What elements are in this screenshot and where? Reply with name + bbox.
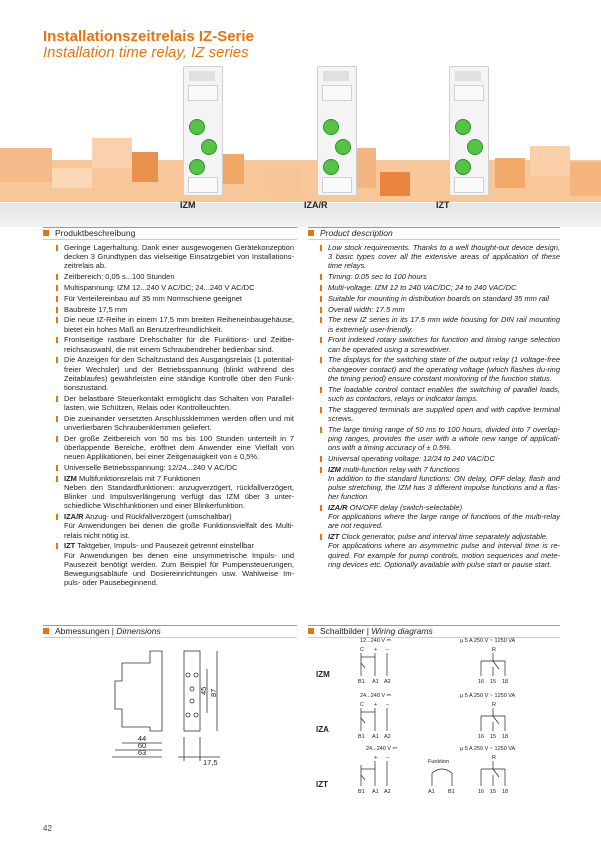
voltage-label: 12...240 V ⎓ [360,638,391,644]
svg-text:16: 16 [478,679,485,685]
svg-text:15: 15 [490,789,497,795]
voltage-label: 24...240 V ⎓ [366,746,397,752]
svg-text:C: C [360,647,364,653]
wiring-label-izt: IZT [316,780,328,789]
list-item: Overall width: 17.5 mm [320,305,560,314]
product-name-izm: IZM [180,200,196,210]
list-item: IZT Clock generator, pulse and interval time separately adjustable. For applications where an asymmetric pulse and interval time is re-quired. For example for pump controls, motion sequences and mete-ring devices etc. Optionally available with pulse start or pause start. [320,532,560,569]
wiring-diagrams [310,637,560,807]
svg-text:A1: A1 [372,734,379,740]
svg-text:+: + [374,702,378,708]
svg-text:B1: B1 [358,789,365,795]
list-item: Der große Zeitbereich von 50 ms bis 100 Stunden unterteilt in 7 überlappende Bereiche, eröffnet dem Anwender eine Vielfalt von neuen Applikationen, bei einer Zeitgenauigkeit von ± 0,5%. [56,434,294,462]
svg-text:A1: A1 [428,789,435,795]
section-header-de: Produktbeschreibung [43,227,297,240]
list-item: The displays for the switching state of the output relay (1 voltage-free changeover contact) and the operating voltage (which flashes du-ring the timing period) ensure constant monitoring of the function status. [320,355,560,383]
product-image-izm [183,66,223,196]
list-item: Die Anzeigen für den Schaltzustand des Ausgangsrelais (1 potential-freier Wechsler) und der Betriebsspannung (blinkt während des Zeitablaufes) gewährleisten eine ständige Kontrolle über den Funk-tionszustand. [56,355,294,392]
list-item: Universelle Betriebsspannung: 12/24...240 V AC/DC [56,463,294,472]
svg-text:A2: A2 [384,679,391,685]
svg-text:B1: B1 [448,789,455,795]
svg-text:–: – [386,647,390,653]
description-list-de [56,243,294,589]
orange-square-icon [43,628,49,634]
svg-text:18: 18 [502,734,509,740]
wiring-label-izm: IZM [316,670,330,679]
list-item: IZA/R ON/OFF delay (switch-selectable) For applications where the large range of functions of the multi-relay are not required. [320,503,560,531]
dim-63: 63 [137,748,147,757]
svg-text:+: + [374,755,378,761]
contact-rating: µ 5 A 250 V ~ 1250 VA [460,693,516,699]
list-item: Timing: 0.05 sec to 100 hours [320,272,560,281]
list-item: Zeitbereich: 0,05 s...100 Stunden [56,272,294,281]
dim-60: 60 [137,741,147,750]
svg-text:16: 16 [478,734,485,740]
funktion-label: Funktion [428,759,450,765]
list-item: Die zueinander versetzten Anschlussklemmen werden offen und mit unverlierbaren Schraubenklemmen geliefert. [56,414,294,432]
product-image-izt [449,66,489,196]
svg-text:R: R [492,647,496,653]
list-item: Front indexed rotary switches for function and timing range selection can be operated using a screwdriver. [320,335,560,353]
list-item: Die neue IZ-Reihe in einem 17,5 mm breiten Reiheneinbaugehäuse, bietet ein hohes Maß an Benutzerfreundlichkeit. [56,315,294,333]
svg-text:A2: A2 [384,789,391,795]
wiring-label-iza: IZA [316,725,329,734]
dim-17-5: 17,5 [203,758,218,767]
dim-44: 44 [137,734,147,743]
list-item: IZM Multifunktionsrelais mit 7 Funktionen Neben den Standardfunktionen: anzugverzögert, rückfallverzögert, Blinker und Impulsverlängerung verfügt das IZM über 3 unter-schiedliche Wischfunktionen und einer Blinkerfunktion. [56,474,294,511]
page-subtitle: Installation time relay, IZ series [43,44,249,61]
contact-rating: µ 5 A 250 V ~ 1250 VA [460,638,516,644]
svg-text:A1: A1 [372,679,379,685]
svg-text:B1: B1 [358,734,365,740]
product-image-iza [317,66,357,196]
dimension-drawing [60,645,240,775]
contact-rating: µ 5 A 250 V ~ 1250 VA [460,746,516,752]
orange-square-icon [308,230,314,236]
list-item: IZM multi-function relay with 7 functions In addition to the standard functions: ON delay, OFF delay, flash and pulse stretching, the IZM has 3 different impulse functions and a flas-her function. [320,465,560,502]
list-item: Für Verteilereinbau auf 35 mm Normschiene geeignet [56,294,294,303]
wiring-header: Schaltbilder | Wiring diagrams [308,625,560,638]
list-item: Der belastbare Steuerkontakt ermöglicht das Schalten von Parallel-lasten, wie Schützen, Relais oder Kontrolleuchten. [56,394,294,412]
dimensions-header: Abmessungen | Dimensions [43,625,297,638]
hero-floor [0,203,601,227]
list-item: IZT Taktgeber, Impuls- und Pausezeit getrennt einstellbar Für Anwendungen bei denen eine unsymmetrische Impuls- und Pausezeit benötigt werden. Zum Beispiel für Pumpensteuerungen, Bewegungsabläufe und Dosiereinrichtungen usw. Wahlweise Im-puls- oder Pausebeginnend. [56,541,294,587]
list-item: Low stock requirements. Thanks to a well thought-out device design, 3 basic types cover all the extensive areas of application of these time relays. [320,243,560,271]
svg-text:+: + [374,647,378,653]
list-item: Universal operating voltage: 12/24 to 240 VAC/DC [320,454,560,463]
svg-text:–: – [386,755,390,761]
description-list-en [320,243,560,571]
svg-text:15: 15 [490,734,497,740]
list-item: The loadable control contact enables the switching of parallel loads, such as contactors, relays or indicator lamps. [320,385,560,403]
svg-text:18: 18 [502,679,509,685]
list-item: Frontseitige rastbare Drehschalter für die Funktions- und Zeitbe-reichsauswahl, die mit einem Schraubendreher bedienbar sind. [56,335,294,353]
page-number: 42 [43,824,52,833]
list-item: IZA/R Anzug- und Rückfallverzögert (umschaltbar) Für Anwendungen bei denen die große Funktionsvielfalt des Multi-relais nicht nötig ist. [56,512,294,540]
list-item: Suitable for mounting in distribution boards on standard 35 mm rail [320,294,560,303]
svg-text:R: R [492,755,496,761]
svg-text:B1: B1 [358,679,365,685]
section-header-en: Product description [308,227,560,240]
svg-text:15: 15 [490,679,497,685]
dim-87: 87 [209,688,218,697]
orange-square-icon [308,628,314,634]
page-title: Installationszeitrelais IZ-Serie [43,28,254,45]
list-item: Multispannung: IZM 12...240 V AC/DC; 24...240 V AC/DC [56,283,294,292]
svg-text:–: – [386,702,390,708]
svg-text:A2: A2 [384,734,391,740]
svg-text:16: 16 [478,789,485,795]
list-item: Baubreite 17,5 mm [56,305,294,314]
list-item: The large timing range of 50 ms to 100 hours, divided into 7 overlap-ping ranges, provides the user with a whole new range of applicati-ons with a timing accuracy of ± 0.5%. [320,425,560,453]
list-item: The staggered terminals are supplied open and with captive terminal screws. [320,405,560,423]
list-item: Multi-voltage: IZM 12 to 240 VAC/DC; 24 to 240 VAC/DC [320,283,560,292]
dim-45: 45 [199,686,208,695]
product-name-izt: IZT [436,200,450,210]
list-item: The new IZ series in its 17.5 mm wide housing for DIN rail mounting is extremely user-friendly. [320,315,560,333]
svg-text:18: 18 [502,789,509,795]
orange-square-icon [43,230,49,236]
voltage-label: 24...240 V ⎓ [360,693,391,699]
product-name-iza: IZA/R [304,200,328,210]
svg-text:C: C [360,702,364,708]
svg-text:A1: A1 [372,789,379,795]
list-item: Geringe Lagerhaltung. Dank einer ausgewogenen Gerätekonzeption decken 3 Grundtypen das vielseitige Einsatzgebiet von Installations-zeitrelais ab. [56,243,294,271]
svg-text:R: R [492,702,496,708]
